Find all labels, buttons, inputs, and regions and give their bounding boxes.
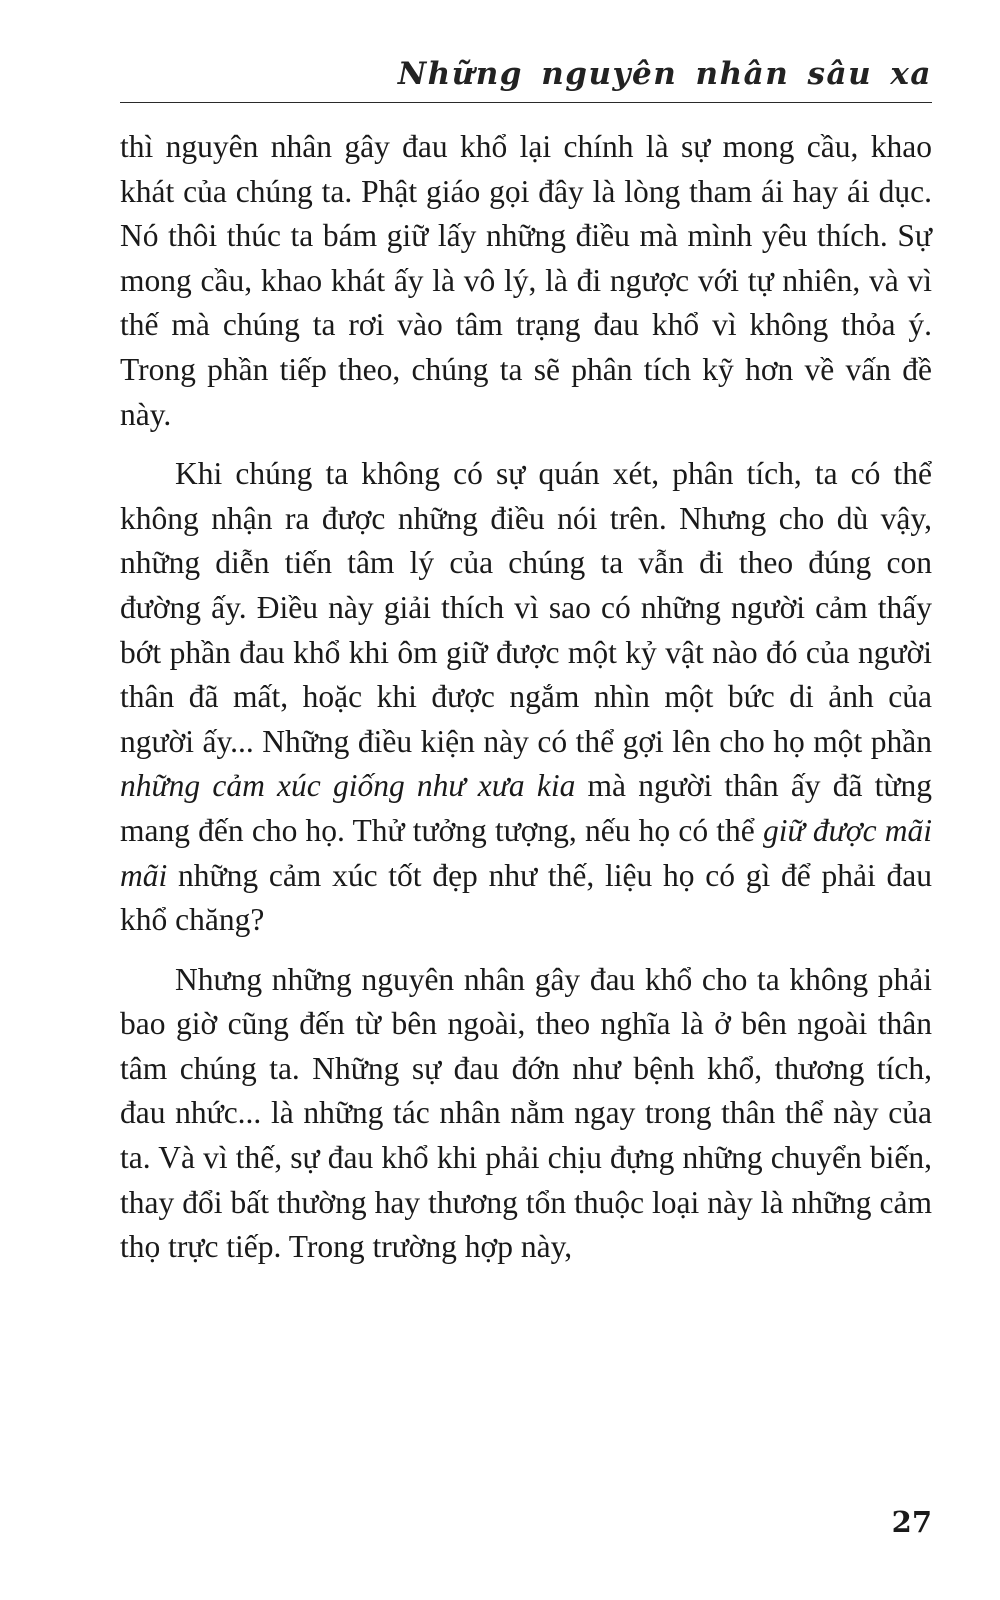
- paragraph-2-italic-1: những cảm xúc giống như xưa kia: [120, 768, 576, 804]
- paragraph-3: Nhưng những nguyên nhân gây đau khổ cho ta không phải bao giờ cũng đến từ bên ngoài, theo nghĩa là ở bên ngoài thân tâm chúng ta. Những sự đau đớn như bệnh khổ, thương tích, đau nhức... là những tác nhân nằm ngay trong thân thể này của ta. Và vì thế, sự đau khổ khi phải chịu đựng những chuyển biến, thay đổi bất thường hay thương tổn thuộc loại này là những cảm thọ trực tiếp. Trong trường hợp này,: [120, 961, 932, 1265]
- paragraph-2-part-1: Khi chúng ta không có sự quán xét, phân tích, ta có thể không nhận ra được những điều nói trên. Nhưng cho dù vậy, những diễn tiến tâm lý của chúng ta vẫn đi theo đúng con đường ấy. Điều này giải thích vì sao có những người cảm thấy bớt phần đau khổ khi ôm giữ được một kỷ vật nào đó của người thân đã mất, hoặc khi được ngắm nhìn một bức di ảnh của người ấy... Những điều kiện này có thể gợi lên cho họ một phần: [120, 456, 932, 759]
- chapter-title: Những nguyên nhân sâu xa: [397, 56, 932, 92]
- paragraph-1: thì nguyên nhân gây đau khổ lại chính là sự mong cầu, khao khát của chúng ta. Phật giáo gọi đây là lòng tham ái hay ái dục. Nó thôi thúc ta bám giữ lấy những điều mà mình yêu thích. Sự mong cầu, khao khát ấy là vô lý, là đi ngược với tự nhiên, và vì thế mà chúng ta rơi vào tâm trạng đau khổ vì không thỏa ý. Trong phần tiếp theo, chúng ta sẽ phân tích kỹ hơn về vấn đề này.: [120, 129, 932, 432]
- paragraph-2: [120, 452, 932, 943]
- running-header: [120, 52, 932, 103]
- paragraph-2-italic-2: giữ được mãi mãi: [120, 812, 932, 893]
- page-number: 27: [891, 1505, 932, 1539]
- paragraph-2-part-3: những cảm xúc tốt đẹp như thế, liệu họ có gì để phải đau khổ chăng?: [120, 857, 932, 938]
- body-text: [120, 125, 932, 1285]
- paragraph-2-part-2: mà người thân ấy đã từng mang đến cho họ. Thử tưởng tượng, nếu họ có thể: [120, 768, 932, 848]
